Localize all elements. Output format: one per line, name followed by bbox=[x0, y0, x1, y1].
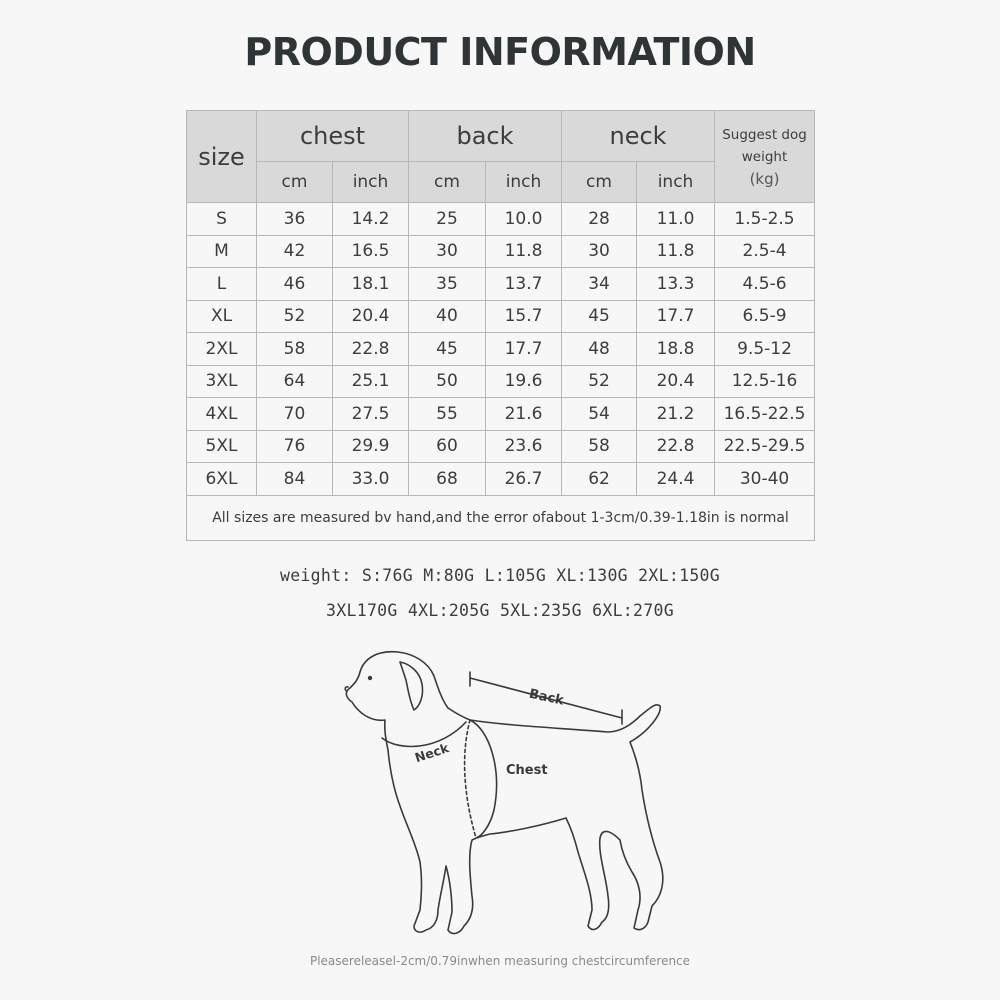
measure-cell: 50 bbox=[409, 365, 486, 398]
measure-cell: 13.3 bbox=[637, 268, 715, 301]
measure-cell: 23.6 bbox=[486, 430, 562, 463]
table-row bbox=[187, 300, 815, 333]
chest-label: Chest bbox=[506, 763, 548, 778]
measurement-note: All sizes are measured bv hand,and the error ofabout 1-3cm/0.39-1.18in is normal bbox=[187, 495, 815, 540]
measure-cell: 45 bbox=[562, 300, 637, 333]
unit-header: cm bbox=[257, 162, 333, 203]
measure-cell: 15.7 bbox=[486, 300, 562, 333]
measure-cell: 28 bbox=[562, 203, 637, 236]
size-cell: 3XL bbox=[187, 365, 257, 398]
measure-cell: 54 bbox=[562, 398, 637, 431]
weight-cell: 1.5-2.5 bbox=[715, 203, 815, 236]
table-row bbox=[187, 430, 815, 463]
measure-cell: 24.4 bbox=[637, 463, 715, 496]
size-cell: 5XL bbox=[187, 430, 257, 463]
measure-cell: 58 bbox=[257, 333, 333, 366]
page-title: PRODUCT INFORMATION bbox=[244, 30, 756, 74]
size-cell: S bbox=[187, 203, 257, 236]
measure-cell: 70 bbox=[257, 398, 333, 431]
weight-cell: 30-40 bbox=[715, 463, 815, 496]
dog-eye bbox=[368, 676, 372, 680]
garment-weights-line-1: weight: S:76G M:80G L:105G XL:130G 2XL:150G bbox=[279, 566, 721, 585]
weight-cell: 16.5-22.5 bbox=[715, 398, 815, 431]
measure-cell: 18.8 bbox=[637, 333, 715, 366]
size-cell: 6XL bbox=[187, 463, 257, 496]
dog-outline-icon bbox=[330, 640, 675, 945]
measure-cell: 30 bbox=[409, 235, 486, 268]
measure-cell: 35 bbox=[409, 268, 486, 301]
measure-cell: 64 bbox=[257, 365, 333, 398]
table-row bbox=[187, 203, 815, 236]
measure-cell: 13.7 bbox=[486, 268, 562, 301]
unit-header: cm bbox=[562, 162, 637, 203]
chest-header: chest bbox=[257, 111, 409, 162]
measure-cell: 11.8 bbox=[637, 235, 715, 268]
measure-cell: 68 bbox=[409, 463, 486, 496]
measure-cell: 20.4 bbox=[637, 365, 715, 398]
footnote: Pleasereleasel-2cm/0.79inwhen measuring chestcircumference bbox=[309, 954, 691, 968]
neck-header: neck bbox=[562, 111, 715, 162]
measure-cell: 19.6 bbox=[486, 365, 562, 398]
measure-cell: 21.2 bbox=[637, 398, 715, 431]
measure-cell: 60 bbox=[409, 430, 486, 463]
measure-cell: 84 bbox=[257, 463, 333, 496]
measure-cell: 48 bbox=[562, 333, 637, 366]
measure-cell: 18.1 bbox=[333, 268, 409, 301]
size-cell: 4XL bbox=[187, 398, 257, 431]
measure-cell: 33.0 bbox=[333, 463, 409, 496]
measure-cell: 21.6 bbox=[486, 398, 562, 431]
measure-cell: 62 bbox=[562, 463, 637, 496]
measure-cell: 34 bbox=[562, 268, 637, 301]
size-cell: M bbox=[187, 235, 257, 268]
size-header: size bbox=[187, 111, 257, 203]
garment-weights-line-2: 3XL170G 4XL:205G 5XL:235G 6XL:270G bbox=[326, 601, 674, 620]
weight-header-line: Suggest dog bbox=[722, 126, 807, 143]
measure-cell: 25.1 bbox=[333, 365, 409, 398]
weight-cell: 9.5-12 bbox=[715, 333, 815, 366]
measure-cell: 45 bbox=[409, 333, 486, 366]
unit-header: inch bbox=[637, 162, 715, 203]
size-cell: L bbox=[187, 268, 257, 301]
unit-header: inch bbox=[486, 162, 562, 203]
measure-cell: 11.0 bbox=[637, 203, 715, 236]
measure-cell: 17.7 bbox=[486, 333, 562, 366]
weight-cell: 6.5-9 bbox=[715, 300, 815, 333]
measure-cell: 10.0 bbox=[486, 203, 562, 236]
measure-cell: 36 bbox=[257, 203, 333, 236]
measure-cell: 16.5 bbox=[333, 235, 409, 268]
back-label: Back bbox=[527, 686, 566, 709]
measure-cell: 52 bbox=[562, 365, 637, 398]
dog-body-outline bbox=[346, 652, 662, 934]
measure-cell: 40 bbox=[409, 300, 486, 333]
measure-cell: 20.4 bbox=[333, 300, 409, 333]
weight-cell: 22.5-29.5 bbox=[715, 430, 815, 463]
weight-cell: 2.5-4 bbox=[715, 235, 815, 268]
measure-cell: 25 bbox=[409, 203, 486, 236]
measure-cell: 30 bbox=[562, 235, 637, 268]
size-cell: 2XL bbox=[187, 333, 257, 366]
table-row bbox=[187, 333, 815, 366]
size-table bbox=[186, 110, 815, 541]
back-header: back bbox=[409, 111, 562, 162]
size-cell: XL bbox=[187, 300, 257, 333]
measure-cell: 29.9 bbox=[333, 430, 409, 463]
table-row bbox=[187, 398, 815, 431]
weight-cell: 4.5-6 bbox=[715, 268, 815, 301]
measure-cell: 76 bbox=[257, 430, 333, 463]
chest-measure-loop bbox=[470, 720, 497, 838]
measure-cell: 26.7 bbox=[486, 463, 562, 496]
unit-header: cm bbox=[409, 162, 486, 203]
table-row bbox=[187, 268, 815, 301]
measure-cell: 58 bbox=[562, 430, 637, 463]
table-row bbox=[187, 235, 815, 268]
measure-cell: 42 bbox=[257, 235, 333, 268]
measure-cell: 17.7 bbox=[637, 300, 715, 333]
measure-cell: 46 bbox=[257, 268, 333, 301]
unit-header: inch bbox=[333, 162, 409, 203]
measure-cell: 55 bbox=[409, 398, 486, 431]
neck-band bbox=[382, 722, 466, 746]
weight-cell: 12.5-16 bbox=[715, 365, 815, 398]
measure-cell: 22.8 bbox=[333, 333, 409, 366]
measure-cell: 52 bbox=[257, 300, 333, 333]
chest-measure-dashed bbox=[465, 720, 476, 838]
measure-cell: 14.2 bbox=[333, 203, 409, 236]
neck-label: Neck bbox=[412, 740, 451, 766]
weight-header-line: weight bbox=[741, 148, 788, 165]
weight-header-unit: (kg) bbox=[749, 169, 780, 188]
table-row bbox=[187, 365, 815, 398]
measure-cell: 22.8 bbox=[637, 430, 715, 463]
measure-cell: 11.8 bbox=[486, 235, 562, 268]
table-row bbox=[187, 463, 815, 496]
dog-ear bbox=[400, 662, 423, 710]
measure-cell: 27.5 bbox=[333, 398, 409, 431]
weight-header bbox=[715, 111, 815, 203]
